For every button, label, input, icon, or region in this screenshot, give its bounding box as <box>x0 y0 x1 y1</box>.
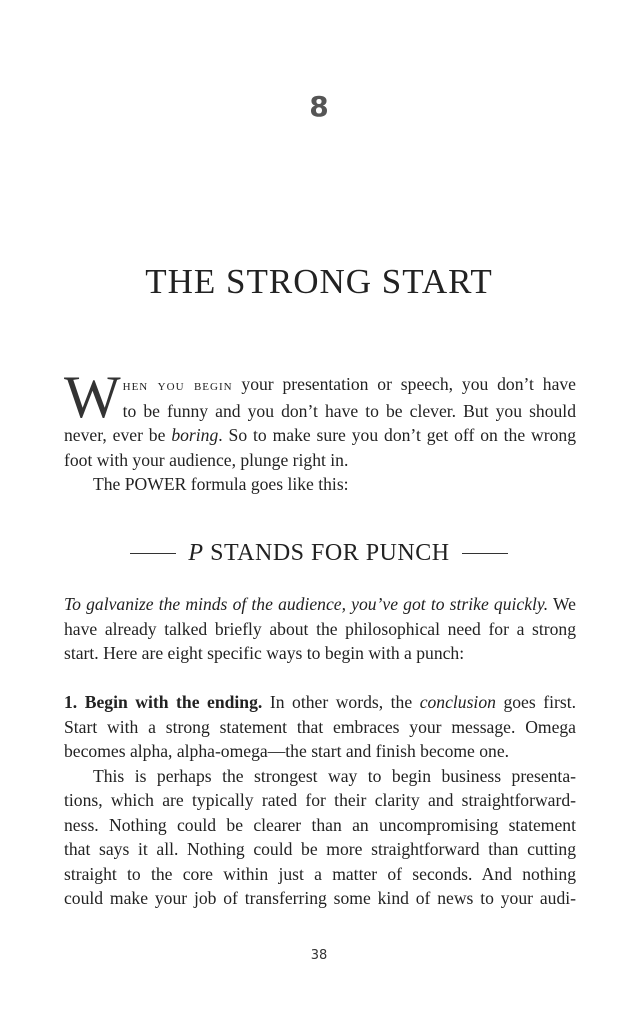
drop-cap: W <box>64 364 121 430</box>
intro-line-1-rest: your presentation or speech, you don’t have <box>232 374 576 394</box>
item-1-paragraph <box>64 690 576 911</box>
punch-line-1 <box>64 592 576 617</box>
intro-smallcaps: hen you begin <box>122 377 233 394</box>
punch-emphasis: To galvanize the minds of the audience, you’ve got to strike quickly. <box>64 594 549 614</box>
intro-line-3-a: never, ever be <box>64 425 172 445</box>
emphasis-conclusion: conclusion <box>419 692 496 712</box>
item-1-para-2-line-6: could make your job of transferring some kind of news to your audi- <box>64 888 576 908</box>
page-number: 38 <box>310 948 328 963</box>
item-1-heading: 1. Begin with the ending. <box>64 692 263 712</box>
item-1-para-2-line-2: tions, which are typically rated for their clarity and straightforward- <box>64 790 576 810</box>
item-1-para-2-line-5: straight to the core within just a matter of seconds. And nothing <box>64 863 576 884</box>
punch-line-3: start. Here are eight specific ways to begin with a punch: <box>64 643 465 663</box>
intro-line-5: The POWER formula goes like this: <box>93 474 349 494</box>
item-1-line-1 <box>64 690 576 715</box>
intro-line-3 <box>64 423 576 448</box>
punch-intro-paragraph <box>64 592 576 666</box>
section-heading <box>106 540 532 567</box>
item-1-para-2-line-3: ness. Nothing could be clearer than an uncompromising statement <box>64 814 576 835</box>
item-1-line-2: Start with a strong statement that embraces your message. Omega <box>64 716 576 737</box>
chapter-title: THE STRONG START <box>145 262 493 301</box>
heading-rule-right <box>462 553 508 554</box>
section-letter: P <box>188 540 204 566</box>
item-1-line-1-b: goes first. <box>495 692 576 712</box>
intro-line-3-b: . So to make sure you don’t get off on the wrong <box>218 425 577 445</box>
item-1-line-3: becomes alpha, alpha-omega—the start and finish become one. <box>64 741 510 761</box>
chapter-number: 8 <box>309 90 329 123</box>
punch-line-1-rest: We <box>548 594 576 614</box>
intro-line-4: foot with your audience, plunge right in. <box>64 449 349 470</box>
section-heading-text <box>176 540 461 567</box>
item-1-line-1-a: In other words, the <box>262 692 420 712</box>
emphasis-boring: boring <box>171 425 219 445</box>
intro-paragraph <box>64 364 577 497</box>
section-title: STANDS FOR PUNCH <box>203 540 450 566</box>
item-1-para-2-line-4: that says it all. Nothing could be more straightforward than cutting <box>64 839 576 859</box>
intro-line-1 <box>64 372 576 399</box>
intro-line-2: to be funny and you don’t have to be clever. But you should <box>122 400 576 421</box>
heading-rule-left <box>130 553 176 554</box>
item-1-para-2-line-1: This is perhaps the strongest way to begin business presenta- <box>93 765 576 786</box>
punch-line-2: have already talked briefly about the philosophical need for a strong <box>64 618 576 639</box>
